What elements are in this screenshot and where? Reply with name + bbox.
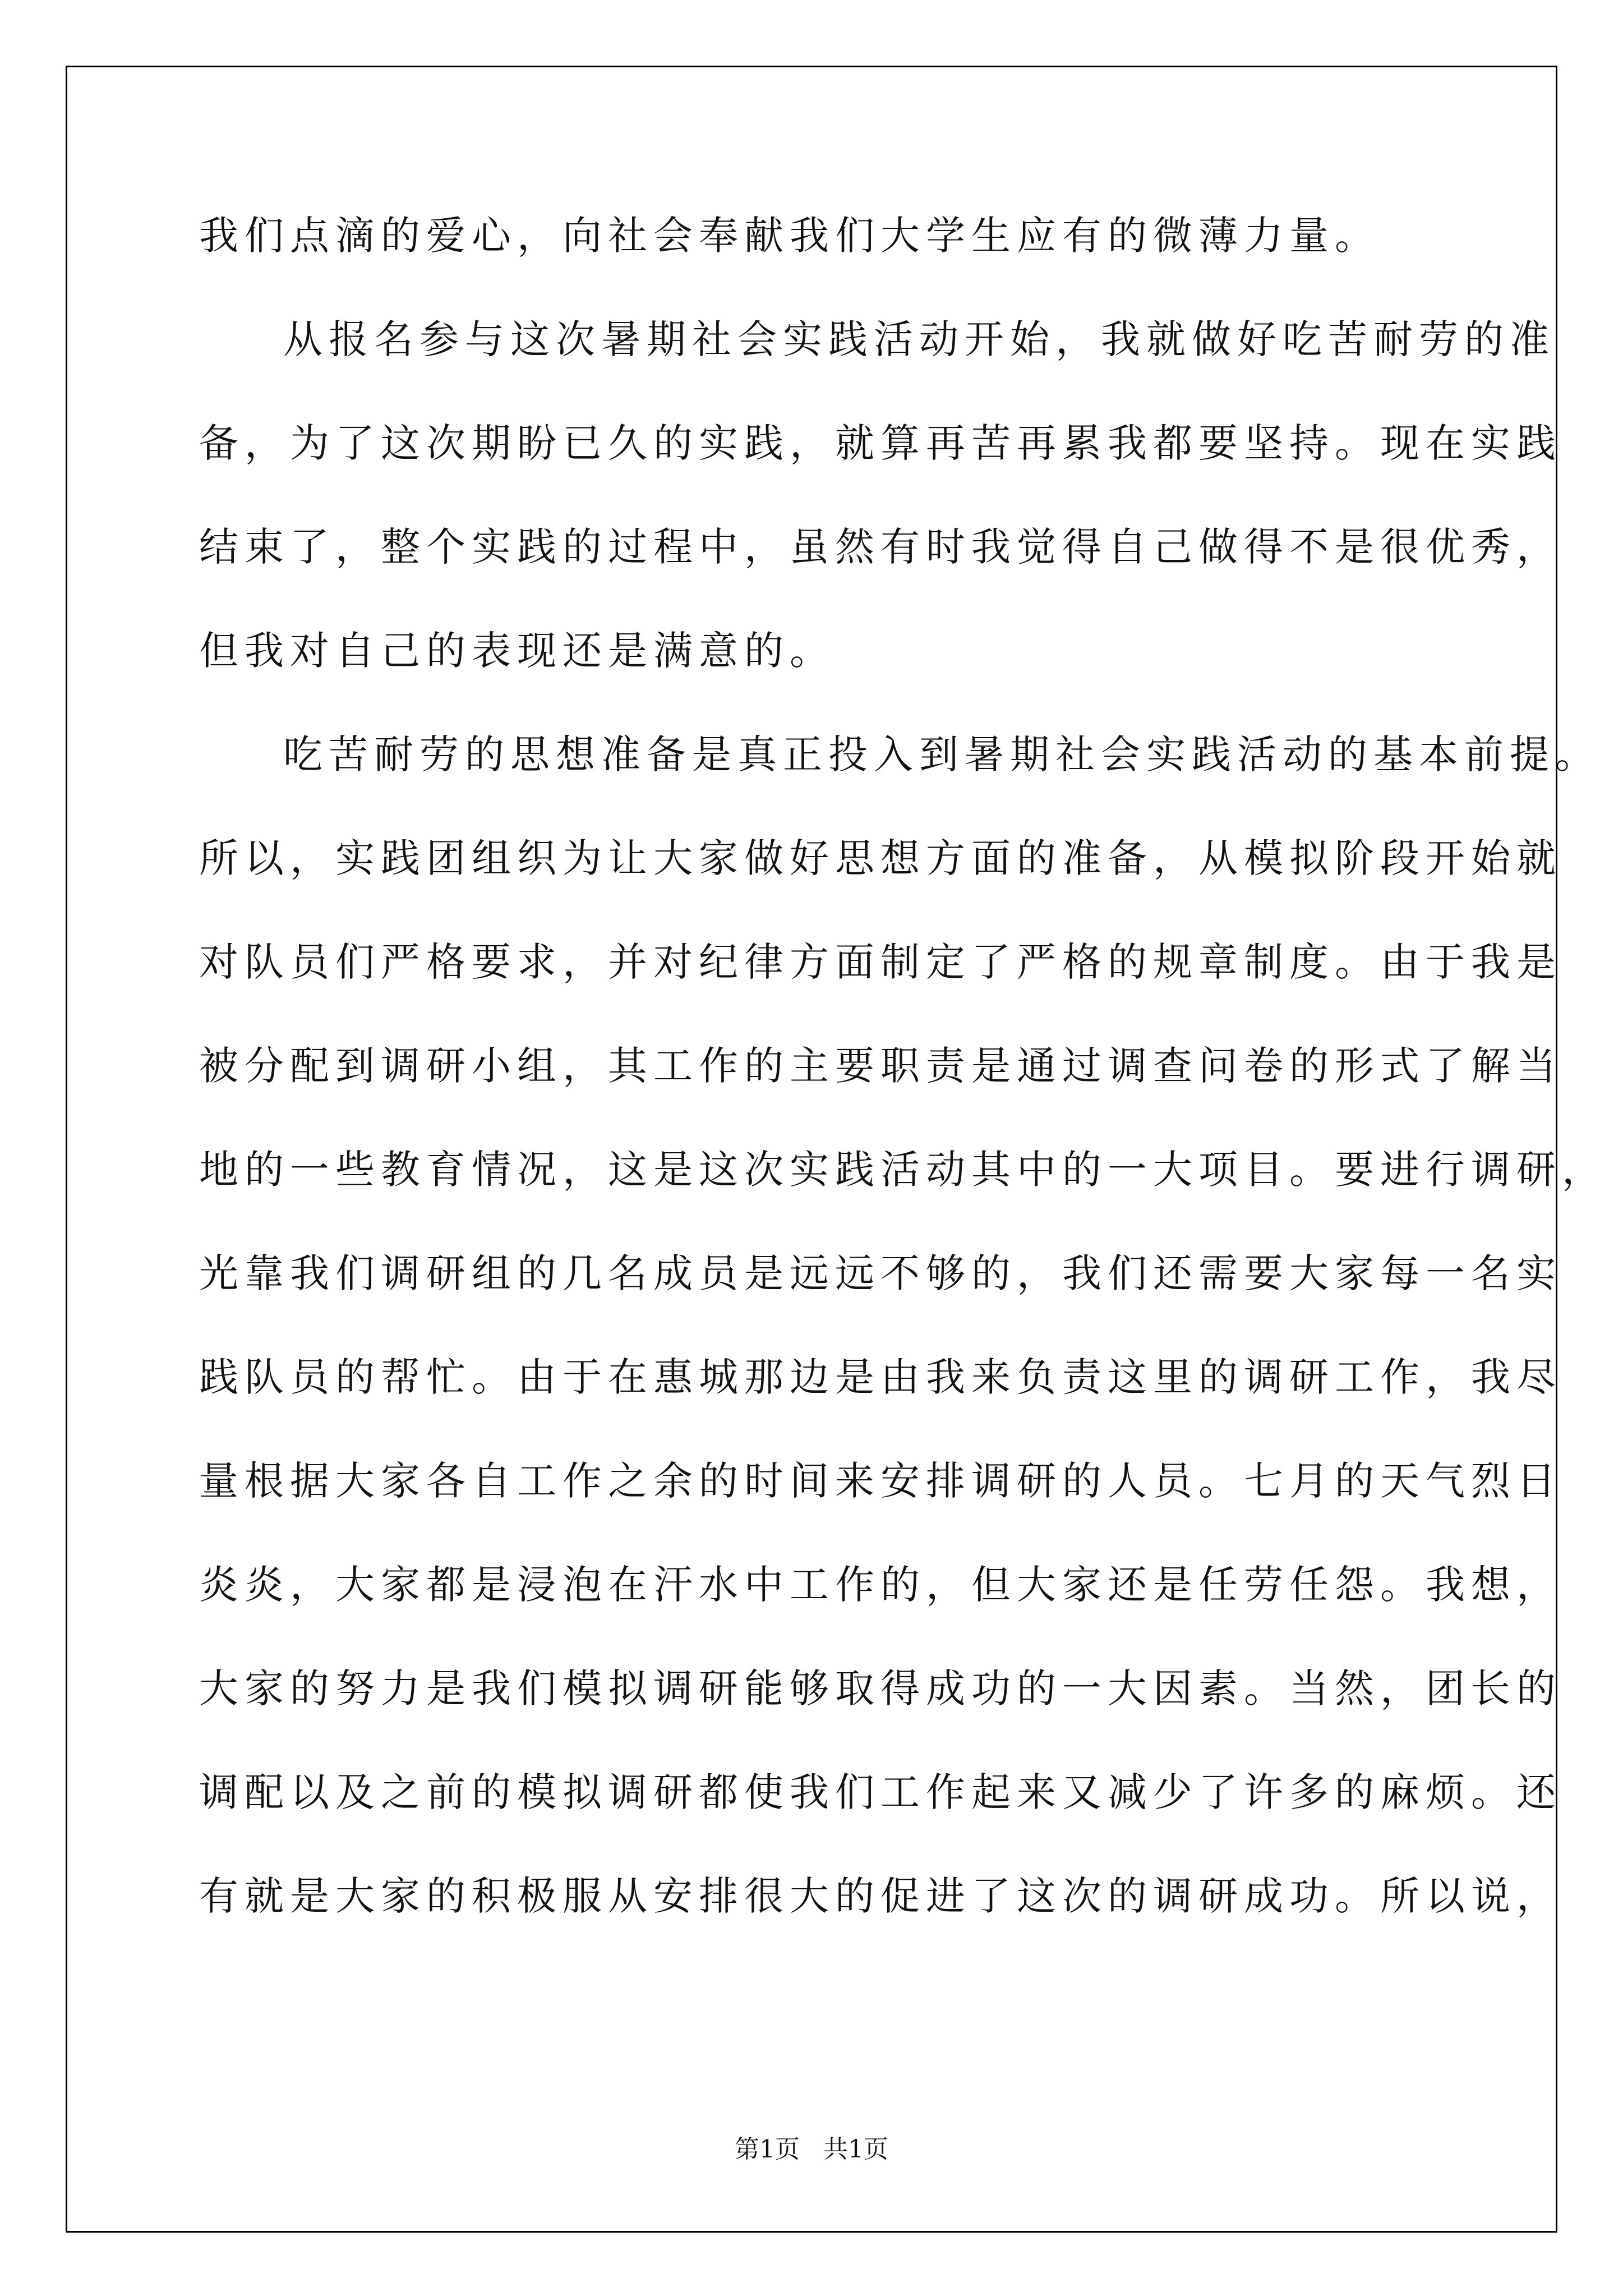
text-line: 有就是大家的积极服从安排很大的促进了这次的调研成功。所以说， bbox=[199, 1873, 1562, 1919]
document-body bbox=[199, 191, 1607, 1955]
text-line: 大家的努力是我们模拟调研能够取得成功的一大因素。当然，团长的 bbox=[199, 1665, 1562, 1711]
text-line: 践队员的帮忙。由于在惠城那边是由我来负责这里的调研工作，我尽 bbox=[199, 1354, 1562, 1400]
page-footer: 第1页 共1页 bbox=[735, 2135, 888, 2164]
text-line: 备，为了这次期盼已久的实践，就算再苦再累我都要坚持。现在实践 bbox=[199, 420, 1562, 466]
text-line: 所以，实践团组织为让大家做好思想方面的准备，从模拟阶段开始就 bbox=[199, 835, 1562, 881]
text-line: 但我对自己的表现还是满意的。 bbox=[199, 628, 835, 674]
text-line: 光靠我们调研组的几名成员是远远不够的，我们还需要大家每一名实 bbox=[199, 1250, 1562, 1296]
text-line: 量根据大家各自工作之余的时间来安排调研的人员。七月的天气烈日 bbox=[199, 1458, 1562, 1504]
text-line: 调配以及之前的模拟调研都使我们工作起来又减少了许多的麻烦。还 bbox=[199, 1769, 1562, 1815]
text-line: 结束了，整个实践的过程中，虽然有时我觉得自己做得不是很优秀， bbox=[199, 524, 1562, 570]
paragraph-start-line: 从报名参与这次暑期社会实践活动开始，我就做好吃苦耐劳的准 bbox=[283, 316, 1555, 362]
text-line: 我们点滴的爱心，向社会奉献我们大学生应有的微薄力量。 bbox=[199, 213, 1380, 259]
paragraph-start-line: 吃苦耐劳的思想准备是真正投入到暑期社会实践活动的基本前提。 bbox=[283, 731, 1601, 777]
text-line: 炎炎，大家都是浸泡在汗水中工作的，但大家还是任劳任怨。我想， bbox=[199, 1562, 1562, 1608]
text-line: 地的一些教育情况，这是这次实践活动其中的一大项目。要进行调研， bbox=[199, 1147, 1607, 1193]
text-line: 被分配到调研小组，其工作的主要职责是通过调查问卷的形式了解当 bbox=[199, 1043, 1562, 1089]
text-line: 对队员们严格要求，并对纪律方面制定了严格的规章制度。由于我是 bbox=[199, 939, 1562, 985]
